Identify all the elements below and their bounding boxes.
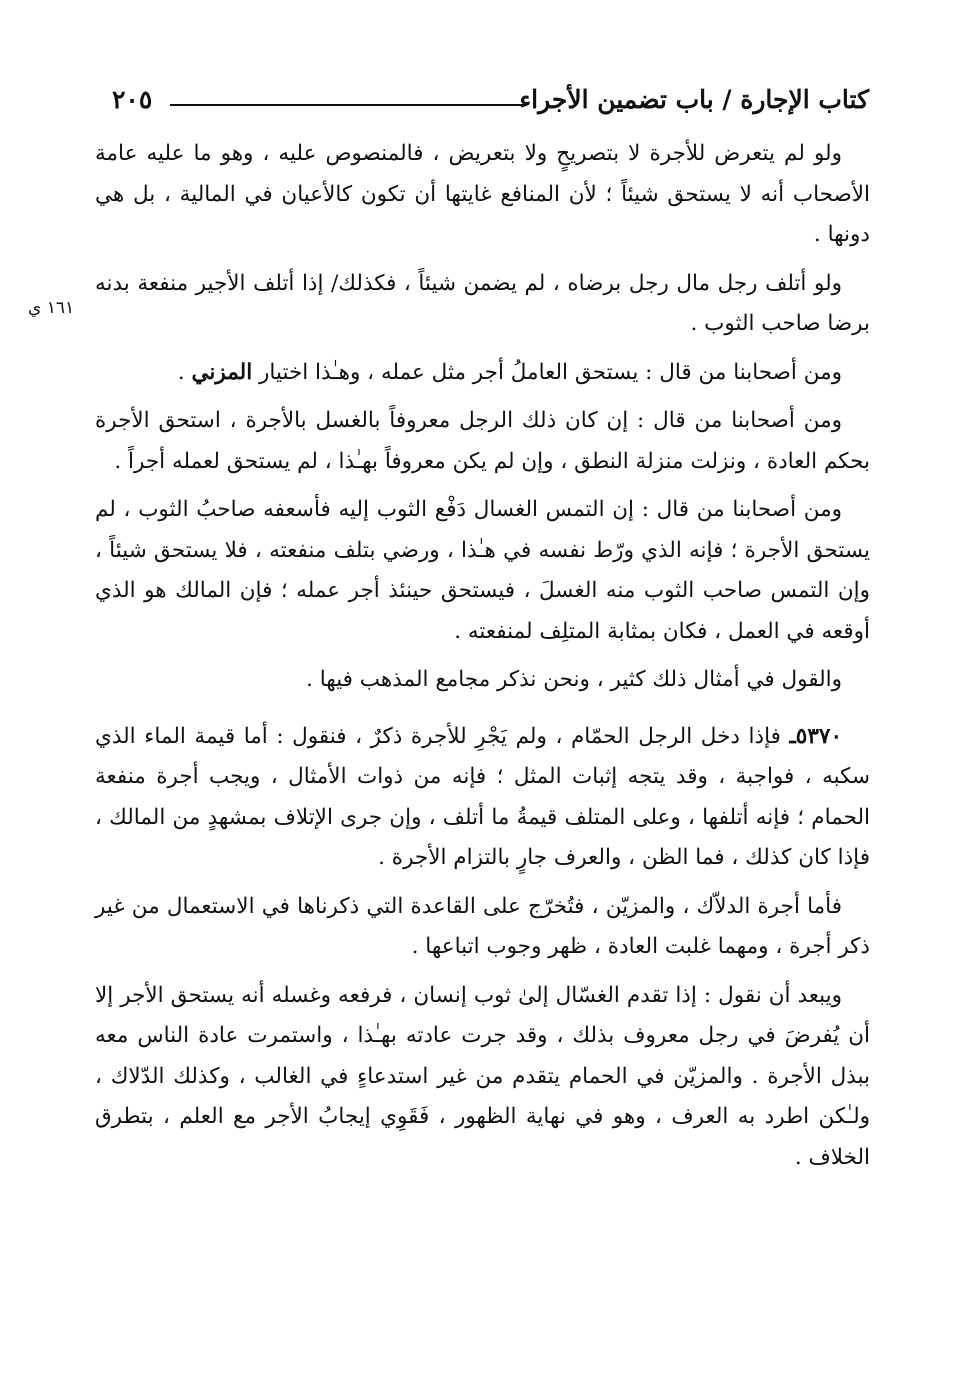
margin-folio-note: ١٦١ ي (28, 298, 75, 318)
paragraph-text: فإذا دخل الرجل الحمّام ، ولم يَجْرِ للأجرة ذكرٌ ، فنقول : أما قيمة الماء الذي سكبه ، فواجبة ، وقد يتجه إثبات المثل ؛ فإنه من ذوات الأمثال ، ويجب أجرة منفعة الحمام ؛ فإنه أتلفها ، وعلى المتلف قيمةُ ما أتلف ، وإن جرى الإتلاف بمشهدٍ من المالك ، فإذا كان كذلك ، فما الظن ، والعرف جارٍ بالتزام الأجرة . (95, 723, 870, 870)
running-title: كتاب الإجارة / باب تضمين الأجراء (519, 85, 869, 114)
paragraph-text: ومن أصحابنا من قال : إن كان ذلك الرجل معروفاً بالغسل بالأجرة ، استحق الأجرة بحكم العادة ، ونزلت منزلة النطق ، وإن لم يكن معروفاً بهـٰذا ، لم يستحق لعمله أجراً . (95, 408, 870, 474)
paragraph-text: ولو أتلف رجل مال رجل برضاه ، لم يضمن شيئاً ، فكذلك/ إذا أتلف الأجير منفعة بدنه برضا صاحب الثوب . (95, 270, 870, 336)
paragraph-text: ولو لم يتعرض للأجرة لا بتصريحٍ ولا بتعريض ، فالمنصوص عليه ، وهو ما عليه عامة الأصحاب أنه لا يستحق شيئاً ؛ لأن المنافع غايتها أن تكون كالأعيان في المالية ، بل هي دونها . (95, 141, 870, 247)
paragraph-text: فأما أجرة الدلاّك ، والمزيّن ، فتُخرّج على القاعدة التي ذكرناها في الاستعمال من غير ذكر أجرة ، ومهما غلبت العادة ، ظهر وجوب اتباعها . (95, 893, 870, 959)
issue-number: ٥٣٧٠ـ (789, 723, 842, 749)
scholar-name: المزني (191, 359, 253, 385)
numbered-paragraph (95, 717, 870, 879)
paragraph (95, 660, 870, 701)
paragraph (95, 887, 870, 968)
header-rule (170, 104, 524, 106)
page-body (95, 134, 870, 1186)
paragraph (95, 353, 870, 394)
page-header (112, 80, 869, 120)
paragraph (95, 264, 870, 345)
paragraph-text: ومن أصحابنا من قال : إن التمس الغسال دَفْع الثوب إليه فأسعفه صاحبُ الثوب ، لم يستحق الأجرة ؛ فإنه الذي ورّط نفسه في هـٰذا ، ورضي بتلف منفعته ، فلا يستحق شيئاً ، وإن التمس صاحب الثوب منه الغسلَ ، فيستحق حينئذ أجر عمله ؛ فإن المالك هو الذي أوقعه في العمل ، فكان بمثابة المتلِف لمنفعته . (95, 497, 870, 644)
paragraph-text: والقول في أمثال ذلك كثير ، ونحن نذكر مجامع المذهب فيها . (306, 667, 842, 692)
paragraph (95, 976, 870, 1179)
paragraph-text: ومن أصحابنا من قال : يستحق العاملُ أجر مثل عمله ، وهـٰذا اختيار (252, 359, 842, 385)
paragraph (95, 134, 870, 256)
paragraph (95, 490, 870, 652)
page-number: ٢٠٥ (112, 85, 153, 114)
paragraph-text: . (177, 359, 192, 385)
paragraph (95, 401, 870, 482)
paragraph-text: ويبعد أن نقول : إذا تقدم الغسّال إلىٰ ثوب إنسان ، فرفعه وغسله أنه يستحق الأجر إلا أن يُفرضَ في رجل معروف بذلك ، وقد جرت عادته بهـٰذا ، واستمرت عادة الناس معه ببذل الأجرة . والمزيّن في الحمام يتقدم من غير استدعاءٍ في الغالب ، وكذلك الدّلاك ، ولـٰكن اطرد به العرف ، وهو في نهاية الظهور ، فَقَوِي إيجابُ الأجر مع العلم ، بتطرق الخلاف . (95, 982, 870, 1170)
